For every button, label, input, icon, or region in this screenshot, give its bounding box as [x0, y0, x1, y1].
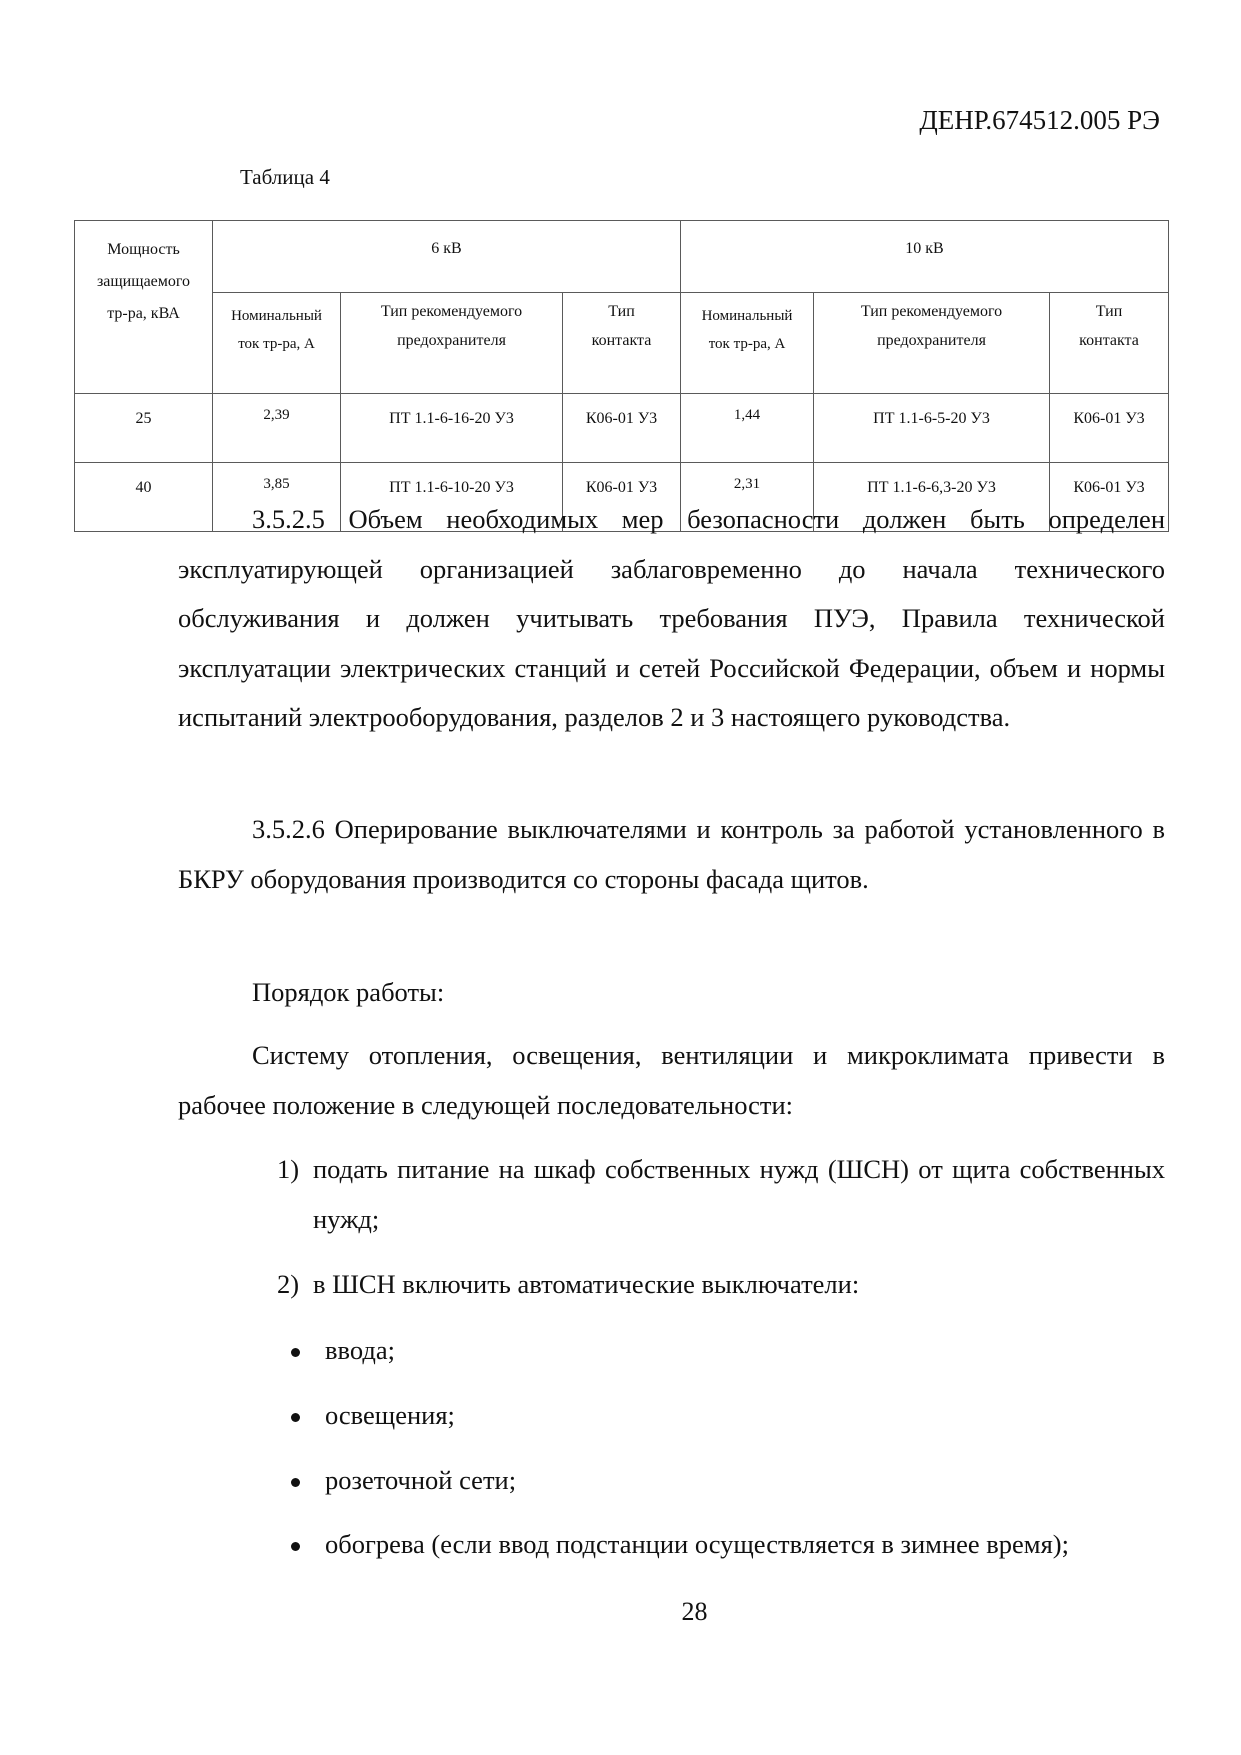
list-text: подать питание на шкаф собственных нужд (ШСН) от щита собственных нужд; [313, 1154, 1165, 1234]
cell-10kv-fuse: ПТ 1.1-6-5-20 У3 [814, 394, 1050, 463]
fuse-selection-table [74, 220, 1169, 532]
cell-10kv-fuse: ПТ 1.1-6-6,3-20 У3 [814, 463, 1050, 532]
bullet-text: обогрева (если ввод подстанции осуществляется в зимнее время); [325, 1529, 1069, 1559]
bullet-icon [291, 1413, 300, 1422]
cell-10kv-current: 1,44 [681, 394, 814, 463]
header-text: Тип рекомендуемого [380, 303, 523, 320]
header-power [75, 221, 213, 394]
header-6kv: 6 кВ [213, 221, 681, 293]
paragraph: Систему отопления, освещения, вентиляции и микроклимата привести в рабочее положение в следующей последовательности: [178, 1040, 1165, 1120]
header-10kv-current [681, 293, 814, 394]
list-text: в ШСН включить автоматические выключатели: [313, 1269, 860, 1299]
paragraph: 3.5.2.6 Оперирование выключателями и контроль за работой установленного в БКРУ оборудования производится со стороны фасада щитов. [178, 814, 1165, 894]
header-power-line: тр-ра, кВА [107, 305, 180, 322]
header-text: Номинальный [701, 308, 793, 324]
header-text: Тип [608, 303, 635, 320]
header-text: контакта [591, 332, 652, 349]
bullet-icon [291, 1542, 300, 1551]
cell-6kv-current: 3,85 [213, 463, 341, 532]
cell-6kv-contact: К06-01 У3 [563, 463, 681, 532]
order-heading-block [178, 968, 1165, 1018]
table-caption: Таблица 4 [240, 165, 330, 189]
bullet-text: освещения; [325, 1400, 455, 1430]
page-number: 28 [681, 1597, 708, 1626]
list-marker: 2) [277, 1269, 300, 1299]
header-6kv-fuse [341, 293, 563, 394]
table-header-row [75, 221, 1169, 293]
header-6kv-current [213, 293, 341, 394]
paragraph: 3.5.2.5 Объем необходимых мер безопасности должен быть определен эксплуатирующей организацией заблаговременно до начала технического обслуживания и должен учитывать требования ПУЭ, Правила технической эксплуатации электрических станций и сетей Российской Федерации, объем и нормы испытаний электрооборудования, разделов 2 и 3 настоящего руководства. [178, 504, 1165, 732]
header-10kv: 10 кВ [681, 221, 1169, 293]
section-3-5-2-5 [178, 495, 1165, 743]
cell-6kv-fuse: ПТ 1.1-6-16-20 У3 [341, 394, 563, 463]
section-3-5-2-6 [178, 805, 1165, 904]
cell-power: 40 [75, 463, 213, 532]
cell-10kv-contact: К06-01 У3 [1050, 463, 1169, 532]
header-text: ток тр-ра, А [238, 336, 315, 352]
cell-6kv-contact: К06-01 У3 [563, 394, 681, 463]
bullet-text: розеточной сети; [325, 1465, 517, 1495]
header-text: предохранителя [877, 332, 986, 349]
system-paragraph-block [178, 1031, 1165, 1130]
header-text: контакта [1079, 332, 1139, 349]
header-text: предохранителя [397, 332, 506, 349]
order-heading: Порядок работы: [252, 977, 445, 1007]
table-subheader-row [75, 293, 1169, 394]
cell-6kv-current: 2,39 [213, 394, 341, 463]
cell-10kv-current: 2,31 [681, 463, 814, 532]
header-10kv-fuse [814, 293, 1050, 394]
cell-10kv-contact: К06-01 У3 [1050, 394, 1169, 463]
header-text: Тип [1095, 303, 1123, 320]
header-power-line: защищаемого [96, 273, 191, 290]
document-code: ДЕНР.674512.005 РЭ [919, 105, 1160, 135]
cell-power: 25 [75, 394, 213, 463]
header-text: Тип рекомендуемого [860, 303, 1003, 320]
table-row [75, 394, 1169, 463]
bullet-icon [291, 1348, 300, 1357]
header-text: ток тр-ра, А [708, 336, 786, 352]
bullet-text: ввода; [325, 1335, 395, 1365]
header-10kv-contact [1050, 293, 1169, 394]
header-text: Номинальный [231, 308, 322, 324]
header-power-line: Мощность [107, 241, 180, 258]
header-6kv-contact [563, 293, 681, 394]
cell-6kv-fuse: ПТ 1.1-6-10-20 У3 [341, 463, 563, 532]
list-marker: 1) [277, 1154, 300, 1184]
bullet-icon [291, 1478, 300, 1487]
